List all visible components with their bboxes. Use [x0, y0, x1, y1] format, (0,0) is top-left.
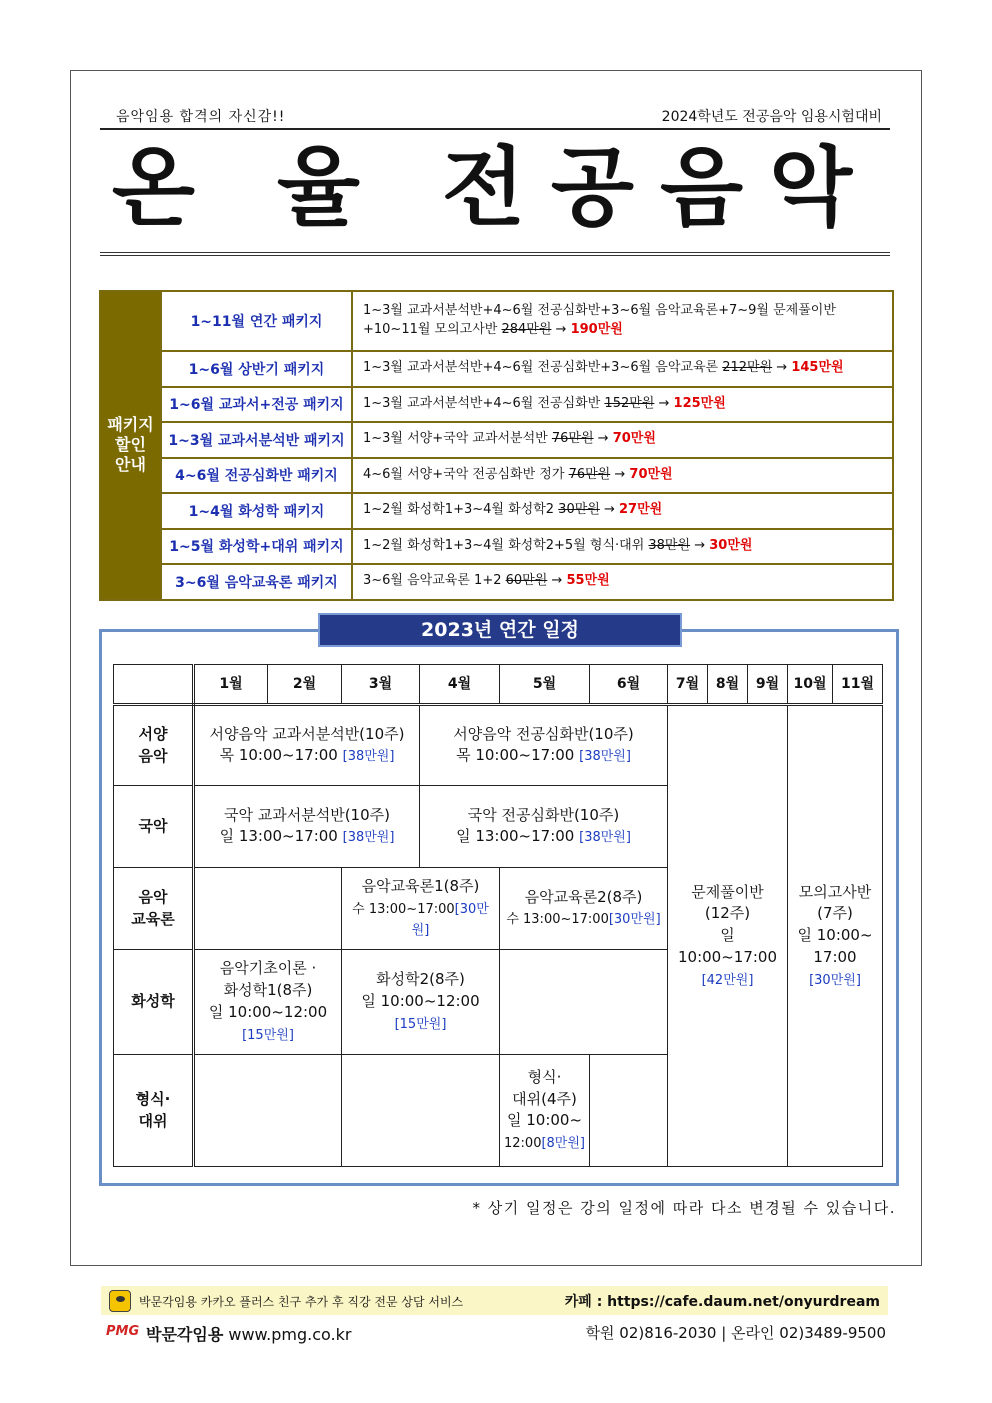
package-table: [99, 290, 894, 601]
class-korean-advanced: 국악 전공심화반(10주) 일 13:00~17:00 [38만원]: [420, 786, 668, 868]
schedule-note: * 상기 일정은 강의 일정에 따라 다소 변경될 수 있습니다.: [472, 1199, 896, 1217]
month-header: 5월: [500, 665, 590, 705]
empty-cell: [194, 868, 342, 950]
package-side-label: 패키지 할인 안내: [100, 291, 161, 600]
class-western-textbook: 서양음악 교과서분석반(10주) 목 10:00~17:00 [38만원]: [194, 705, 420, 786]
month-header: 4월: [420, 665, 500, 705]
contact-phone: 학원 02)816-2030 | 온라인 02)3489-9500: [585, 1324, 886, 1342]
class-harmony-1: 음악기초이론 · 화성학1(8주) 일 10:00~12:00 [15만원]: [194, 950, 342, 1055]
new-price: 70만원: [612, 431, 656, 447]
schedule-table: [113, 664, 883, 1167]
title-divider: [100, 252, 890, 256]
month-header: 6월: [590, 665, 668, 705]
header-line: [100, 106, 890, 130]
package-name: 3~6월 음악교육론 패키지: [161, 564, 352, 600]
footer-bar: [101, 1286, 888, 1315]
package-desc: 1~3월 교과서분석반+4~6월 전공심화반+3~6월 음악교육론+7~9월 문제풀이반 +10~11월 모의고사반 284만원 → 190만원: [352, 291, 893, 351]
row-label-education: 음악 교육론: [114, 868, 194, 950]
old-price: 212만원: [722, 360, 773, 376]
month-header: 10월: [788, 665, 833, 705]
month-header: 1월: [194, 665, 268, 705]
package-desc: 3~6월 음악교육론 1+2 60만원 → 55만원: [352, 564, 893, 600]
class-education-1: 음악교육론1(8주) 수 13:00~17:00[30만원]: [342, 868, 500, 950]
empty-cell: [194, 1055, 342, 1167]
new-price: 27만원: [619, 502, 663, 518]
package-name: 1~6월 상반기 패키지: [161, 351, 352, 387]
class-form-counterpoint: 형식· 대위(4주) 일 10:00~ 12:00[8만원]: [500, 1055, 590, 1167]
new-price: 125만원: [673, 395, 726, 411]
new-price: 70만원: [629, 466, 673, 482]
old-price: 284만원: [501, 322, 552, 337]
cafe-link[interactable]: 카페 : https://cafe.daum.net/onyurdream: [564, 1294, 880, 1310]
month-header: 7월: [668, 665, 708, 705]
month-header: 11월: [833, 665, 883, 705]
exam-label: 2024학년도 전공음악 임용시험대비: [661, 109, 882, 125]
main-title: 온 율 전공음악: [111, 138, 879, 238]
kakao-text: 박문각임용 카카오 플러스 친구 추가 후 직강 전문 상담 서비스: [139, 1295, 464, 1309]
class-mock-exam: 모의고사반 (7주) 일 10:00~ 17:00 [30만원]: [788, 705, 883, 1167]
new-price: 55만원: [566, 573, 610, 589]
schedule-title: 2023년 연간 일정: [318, 613, 682, 647]
month-header: 9월: [748, 665, 788, 705]
package-name: 1~5월 화성학+대위 패키지: [161, 529, 352, 565]
package-name: 4~6월 전공심화반 패키지: [161, 458, 352, 494]
month-header: 3월: [342, 665, 420, 705]
corner-cell: [114, 665, 194, 705]
empty-cell: [590, 1055, 668, 1167]
empty-cell: [500, 950, 668, 1055]
old-price: 76만원: [568, 466, 611, 482]
row-label-korean: 국악: [114, 786, 194, 868]
class-korean-textbook: 국악 교과서분석반(10주) 일 13:00~17:00 [38만원]: [194, 786, 420, 868]
row-label-western: 서양 음악: [114, 705, 194, 786]
kakao-icon[interactable]: [109, 1290, 131, 1312]
empty-cell: [342, 1055, 500, 1167]
package-name: 1~4월 화성학 패키지: [161, 493, 352, 529]
new-price: 190만원: [570, 322, 623, 337]
class-harmony-2: 화성학2(8주) 일 10:00~12:00 [15만원]: [342, 950, 500, 1055]
new-price: 30만원: [709, 537, 753, 553]
old-price: 60만원: [505, 573, 548, 589]
class-education-2: 음악교육론2(8주) 수 13:00~17:00[30만원]: [500, 868, 668, 950]
package-name: 1~3월 교과서분석반 패키지: [161, 422, 352, 458]
package-desc: 1~2월 화성학1+3~4월 화성학2+5월 형식·대위 38만원 → 30만원: [352, 529, 893, 565]
package-name: 1~11월 연간 패키지: [161, 291, 352, 351]
month-header: 2월: [268, 665, 342, 705]
old-price: 30만원: [558, 502, 600, 518]
class-western-advanced: 서양음악 전공심화반(10주) 목 10:00~17:00 [38만원]: [420, 705, 668, 786]
new-price: 145만원: [791, 360, 844, 376]
brand-site[interactable]: 박문각임용 www.pmg.co.kr: [146, 1325, 352, 1344]
row-label-harmony: 화성학: [114, 950, 194, 1055]
footer-bottom: [106, 1322, 886, 1346]
row-label-form: 형식· 대위: [114, 1055, 194, 1167]
slogan: 음악임용 합격의 자신감!!: [116, 109, 286, 125]
package-desc: 1~3월 교과서분석반+4~6월 전공심화반 152만원 → 125만원: [352, 387, 893, 423]
pmg-logo: PMG: [106, 1324, 140, 1339]
package-desc: 1~3월 서양+국악 교과서분석반 76만원 → 70만원: [352, 422, 893, 458]
package-name: 1~6월 교과서+전공 패키지: [161, 387, 352, 423]
old-price: 76만원: [551, 431, 594, 447]
old-price: 152만원: [604, 395, 655, 411]
package-desc: 1~2월 화성학1+3~4월 화성학2 30만원 → 27만원: [352, 493, 893, 529]
package-desc: 4~6월 서양+국악 전공심화반 정가 76만원 → 70만원: [352, 458, 893, 494]
month-header: 8월: [708, 665, 748, 705]
class-problem-solving: 문제풀이반 (12주) 일 10:00~17:00 [42만원]: [668, 705, 788, 1167]
old-price: 38만원: [648, 537, 691, 553]
package-desc: 1~3월 교과서분석반+4~6월 전공심화반+3~6월 음악교육론 212만원 → 145만원: [352, 351, 893, 387]
